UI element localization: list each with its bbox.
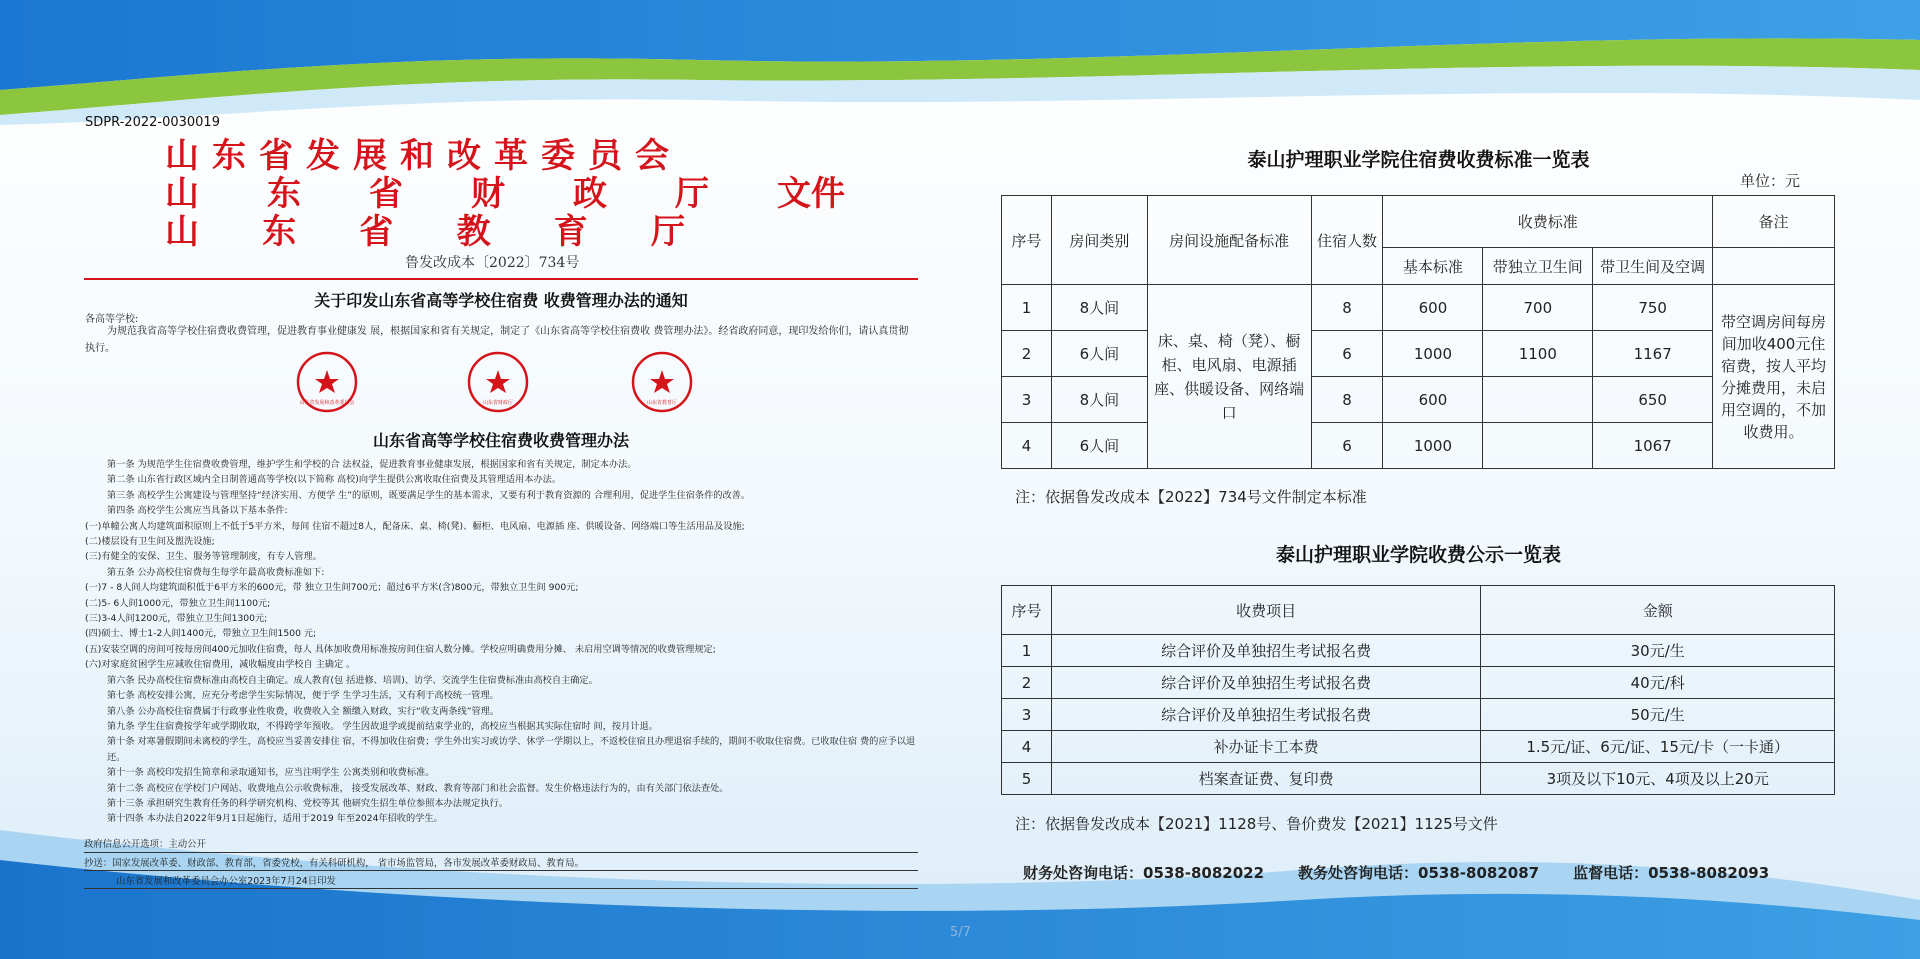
cc-list: 抄送：国家发展改革委、财政部、教育部，省委党校，有关科研机构， 省市场监管局，各市发展改革委财政局、教育局。: [84, 858, 584, 869]
cell-facilities: 床、桌、椅（凳）、橱柜、电风扇、电源插座、供暖设备、网络端口: [1147, 285, 1311, 469]
cell-bath-ac: 750: [1593, 285, 1713, 331]
seal-drc-icon: [295, 350, 359, 414]
cell-no: 2: [1002, 331, 1052, 377]
article: (一)7 - 8人间人均建筑面积低于6平方米的600元，带 独立卫生间700元；超过6平方米(含)800元，带独立卫生间 900元;: [85, 582, 579, 594]
cell-amount: 3项及以下10元、4项及以上20元: [1481, 763, 1835, 795]
cell-basic: 1000: [1383, 423, 1483, 469]
article: 第七条 高校安排公寓，应充分考虑学生实际情况，便于学 生学习生活，又有利于高校统一管理。: [107, 690, 499, 702]
article: (三)3-4人间1200元，带独立卫生间1300元;: [85, 613, 268, 625]
footer-divider: [84, 852, 918, 853]
cell-no: 4: [1002, 731, 1052, 763]
charge-table-note: 注：依据鲁发改成本【2021】1128号、鲁价费发【2021】1125号文件: [1015, 815, 1498, 833]
article: 第四条 高校学生公寓应当具备以下基本条件:: [107, 505, 288, 517]
col-header-bath: 带独立卫生间: [1483, 248, 1593, 285]
seal-finance-icon: [466, 350, 530, 414]
academic-phone: 教务处咨询电话：0538-8082087: [1298, 864, 1540, 882]
col-header-remarks: 备注: [1713, 196, 1835, 248]
article: 第六条 民办高校住宿费标准由高校自主确定。成人教育(包 括进修、培训)、访学、交流学生住宿费标准由高校自主确定。: [107, 674, 598, 686]
document-number: 鲁发改成本〔2022〕734号: [405, 255, 580, 271]
cell-room-type: 8人间: [1051, 285, 1147, 331]
cell-no: 4: [1002, 423, 1052, 469]
cell-no: 5: [1002, 763, 1052, 795]
cell-bath-ac: 1067: [1593, 423, 1713, 469]
notice-title: 关于印发山东省高等学校住宿费 收费管理办法的通知: [314, 291, 688, 310]
article: 第十三条 承担研究生教育任务的科学研究机构、党校等其 他研究生招生单位参照本办法规定执行。: [107, 797, 508, 809]
cell-bath: [1483, 377, 1593, 423]
col-header-no: 序号: [1002, 586, 1052, 635]
article: (一)单幢公寓人均建筑面积原则上不低于5平方米，每间 住宿不超过8人，配备床、桌、椅(凳)、橱柜、电风扇、电源插 座、供暖设备、网络端口等生活用品及设施;: [85, 520, 745, 532]
cell-amount: 30元/生: [1481, 635, 1835, 667]
article: 第十四条 本办法自2022年9月1日起施行，适用于2019 年至2024年招收的学生。: [107, 813, 443, 825]
cell-basic: 600: [1383, 377, 1483, 423]
cell-occupants: 8: [1311, 377, 1383, 423]
table-row: [1002, 285, 1835, 331]
red-divider: [84, 278, 918, 280]
article: (三)有健全的安保、卫生、服务等管理制度，有专人管理。: [85, 551, 322, 563]
cell-bath: [1483, 423, 1593, 469]
table-row: [1002, 731, 1835, 763]
cell-amount: 40元/科: [1481, 667, 1835, 699]
issued-by: 山东省发展和改革委员会办公室2023年7月24日印发: [116, 876, 336, 887]
svg-text:山东省财政厅: 山东省财政厅: [482, 400, 514, 406]
article: 第十二条 高校应在学校门户网站、收费地点公示收费标准， 接受发展改革、财政、教育等部门和社会监督。发生价格违法行为的，由有关部门依法查处。: [107, 782, 729, 794]
cell-no: 1: [1002, 285, 1052, 331]
article: (五)安装空调的房间可按每房间400元加收住宿费，每人 具体加收费用标准按房间住宿人数分摊。学校应明确费用分摊、 未启用空调等情况的收费管理规定;: [85, 643, 716, 655]
charge-table-title: 泰山护理职业学院收费公示一览表: [1275, 544, 1561, 566]
cell-item: 补办证卡工本费: [1051, 731, 1480, 763]
article: 第九条 学生住宿费按学年或学期收取，不得跨学年预收。 学生因故退学或提前结束学业的，高校应当根据其实际住宿时 间，按月计退。: [107, 720, 658, 732]
cell-no: 1: [1002, 635, 1052, 667]
table-row: [1002, 667, 1835, 699]
cell-bath: 700: [1483, 285, 1593, 331]
issuer-line-2: 山 东 省 财 政 厅 文件: [165, 174, 845, 214]
unit-label: 单位：元: [1740, 172, 1801, 190]
table-row: [1002, 763, 1835, 795]
cell-no: 3: [1002, 377, 1052, 423]
cell-item: 综合评价及单独招生考试报名费: [1051, 699, 1480, 731]
col-header-no: 序号: [1002, 196, 1052, 285]
cell-basic: 600: [1383, 285, 1483, 331]
article: 第二条 山东省行政区域内全日制普通高等学校(以下简称 高校)向学生提供公寓收取住宿费及其管理适用本办法。: [107, 474, 562, 486]
article: 第十条 对寒暑假期间未离校的学生，高校应当妥善安排住 宿，不得加收住宿费；学生外出实习或访学、休学一学期以上，不返校住宿且办理退宿手续的，期间不收取住宿费。已收取住宿 费的应予以退还。: [107, 736, 916, 763]
cell-remarks: 带空调房间每房间加收400元住宿费，按人平均分摊费用，未启用空调的，不加收费用。: [1713, 285, 1835, 469]
remarks-header-blank: [1713, 248, 1835, 285]
col-header-room-type: 房间类别: [1051, 196, 1147, 285]
table-row: [1002, 699, 1835, 731]
col-header-amount: 金额: [1481, 586, 1835, 635]
cell-item: 综合评价及单独招生考试报名费: [1051, 635, 1480, 667]
cell-occupants: 6: [1311, 423, 1383, 469]
regulation-articles: [85, 457, 918, 827]
cell-amount: 1.5元/证、6元/证、15元/卡（一卡通）: [1481, 731, 1835, 763]
col-header-bath-ac: 带卫生间及空调: [1593, 248, 1713, 285]
fee-table: [1001, 195, 1835, 469]
table-row: [1002, 423, 1835, 469]
col-header-facilities: 房间设施配备标准: [1147, 196, 1311, 285]
finance-phone: 财务处咨询电话：0538-8082022: [1023, 864, 1265, 882]
cell-bath-ac: 1167: [1593, 331, 1713, 377]
cell-room-type: 6人间: [1051, 331, 1147, 377]
article: 第十一条 高校印发招生简章和录取通知书，应当注明学生 公寓类别和收费标准。: [107, 767, 435, 779]
article: 第八条 公办高校住宿费属于行政事业性收费，收费收入全 额缴入财政，实行“收支两条线”管理。: [107, 705, 500, 717]
article: (六)对家庭贫困学生应减收住宿费用，减收幅度由学校自 主确定 。: [85, 659, 356, 671]
footer-divider: [84, 888, 918, 889]
cell-occupants: 8: [1311, 285, 1383, 331]
article: (二)楼层设有卫生间及盥洗设施;: [85, 536, 215, 548]
col-header-occupants: 住宿人数: [1311, 196, 1383, 285]
cell-item: 综合评价及单独招生考试报名费: [1051, 667, 1480, 699]
document-id: SDPR-2022-0030019: [85, 115, 220, 130]
svg-text:山东省教育厅: 山东省教育厅: [646, 400, 678, 406]
article: (四)硕士、博士1-2人间1400元，带独立卫生间1500 元;: [85, 628, 317, 640]
charge-table: [1001, 585, 1835, 795]
article: (二)5- 6人间1000元，带独立卫生间1100元;: [85, 597, 271, 609]
seal-education-icon: [630, 350, 694, 414]
disclosure-option: 政府信息公开选项：主动公开: [84, 839, 206, 850]
col-header-basic: 基本标准: [1383, 248, 1483, 285]
issuer-line-1: 山东省发展和改革委员会: [165, 136, 682, 176]
notice-intro: 为规范我省高等学校住宿费收费管理，促进教育事业健康发 展，根据国家和省有关规定，制定了《山东省高等学校住宿费收 费管理办法》。经省政府同意，现印发给你们，请认真贯彻执行。: [85, 326, 909, 354]
contact-phones: [1023, 862, 1769, 883]
supervision-phone: 监督电话：0538-8082093: [1573, 864, 1770, 882]
cell-occupants: 6: [1311, 331, 1383, 377]
article: 第三条 高校学生公寓建设与管理坚持“经济实用、方便学 生”的原则，既要满足学生的基本需求，又要有利于教育资源的 合理利用，促进学生住宿条件的改善。: [107, 489, 751, 501]
table-row: [1002, 377, 1835, 423]
fee-table-title: 泰山护理职业学院住宿费收费标准一览表: [1247, 149, 1590, 171]
col-header-item: 收费项目: [1051, 586, 1480, 635]
article: 第一条 为规范学生住宿费收费管理，维护学生和学校的合 法权益，促进教育事业健康发展，根据国家和省有关规定，制定本办法。: [107, 459, 637, 470]
cell-item: 档案查证费、复印费: [1051, 763, 1480, 795]
cell-amount: 50元/生: [1481, 699, 1835, 731]
article: 第五条 公办高校住宿费每生每学年最高收费标准如下:: [107, 566, 325, 578]
table-row: [1002, 635, 1835, 667]
fee-table-note: 注：依据鲁发改成本【2022】734号文件制定本标准: [1015, 488, 1367, 506]
regulation-title: 山东省高等学校住宿费收费管理办法: [372, 431, 629, 450]
cell-bath: 1100: [1483, 331, 1593, 377]
svg-text:山东省发展和改革委员会: 山东省发展和改革委员会: [299, 400, 355, 406]
cell-bath-ac: 650: [1593, 377, 1713, 423]
cell-room-type: 6人间: [1051, 423, 1147, 469]
footer-divider: [84, 870, 918, 871]
cell-room-type: 8人间: [1051, 377, 1147, 423]
col-header-standard: 收费标准: [1383, 196, 1713, 248]
addressee: 各高等学校:: [85, 314, 139, 325]
cell-no: 2: [1002, 667, 1052, 699]
cell-no: 3: [1002, 699, 1052, 731]
page-indicator: 5/7: [950, 925, 971, 940]
table-row: [1002, 331, 1835, 377]
issuer-line-3: 山 东 省 教 育 厅: [165, 212, 685, 252]
cell-basic: 1000: [1383, 331, 1483, 377]
